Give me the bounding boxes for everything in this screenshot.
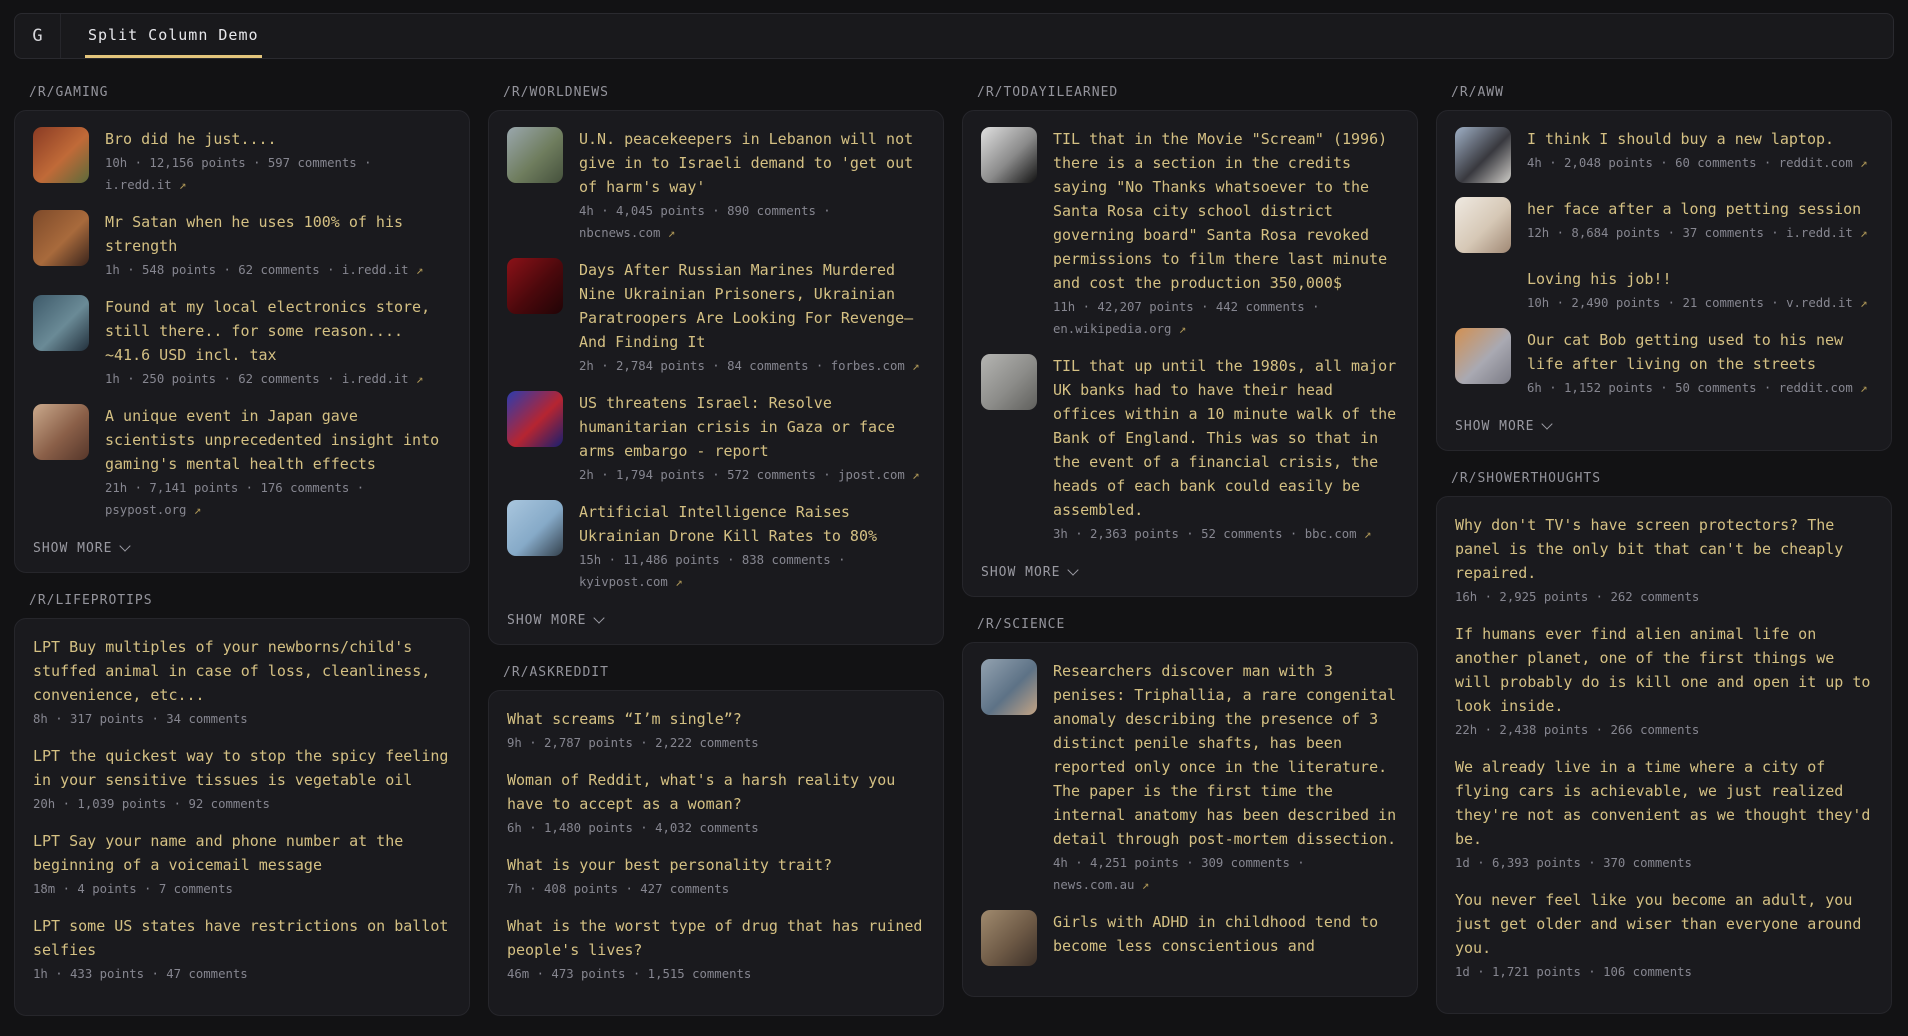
post-meta [1527,377,1873,399]
post-body [1455,622,1873,741]
post[interactable] [1455,127,1873,183]
post-title[interactable]: You never feel like you become an adult, you just get older and wiser than everyone around you. [1455,891,1862,957]
post-meta [105,368,451,390]
column-2 [488,85,944,1036]
post-body [105,404,451,521]
post-title[interactable]: Bro did he just.... [105,130,277,148]
post-meta-text: 4h · 4,045 points · 890 comments · [579,204,831,218]
post[interactable] [1455,755,1873,874]
app-logo[interactable]: G [15,14,61,58]
external-link-icon: ↗ [1860,381,1868,395]
post-meta-text: 15h · 11,486 points · 838 comments · [579,553,846,567]
post-meta-text: 18m · 4 points · 7 comments [33,882,233,896]
post-title[interactable]: Our cat Bob getting used to his new life after living on the streets [1527,331,1844,373]
external-link-icon: ↗ [193,503,202,517]
post-link[interactable]: reddit.com ↗ [1778,381,1868,395]
post-meta-text: 6h · 1,480 points · 4,032 comments [507,821,759,835]
show-more-label: SHOW MORE [981,565,1061,580]
scream-face-thumbnail[interactable] [981,127,1037,183]
tab-label: Split Column Demo [88,25,259,44]
post-meta [507,732,925,754]
subreddit-header-r-todayilearned: /R/TODAYILEARNED [977,85,1119,100]
section-r-lifeprotips [14,593,470,1016]
card-r-todayilearned [962,110,1418,597]
external-link-icon: ↗ [675,575,683,589]
post-title[interactable]: U.N. peacekeepers in Lebanon will not give in to Israeli demand to 'get out of harm's way' [579,130,914,196]
card-r-gaming [14,110,470,573]
post-title[interactable]: What is the worst type of drug that has ruined people's lives? [507,917,923,959]
post[interactable] [33,635,451,730]
post-meta [33,793,451,815]
breaking-news-thumbnail[interactable] [507,391,563,447]
post[interactable] [507,853,925,900]
post-body [1455,755,1873,874]
external-link-icon: ↗ [912,359,920,373]
post-title[interactable]: Loving his job!! [1527,270,1672,288]
post-meta-text: 46m · 473 points · 1,515 comments [507,967,752,981]
post-meta [33,878,451,900]
post[interactable] [33,914,451,985]
post-meta [33,708,451,730]
section-r-askreddit [488,665,944,1016]
post-meta-text: 2h · 1,794 points · 572 comments · [579,468,839,482]
post-meta [1527,222,1873,244]
post-meta [1053,852,1399,896]
post-meta [1053,523,1399,545]
post-meta [507,817,925,839]
post-body [507,914,925,985]
mr-satan-thumbnail[interactable] [33,210,89,266]
post-meta-text: 7h · 408 points · 427 comments [507,882,730,896]
post-body [1053,354,1399,545]
external-link-icon: ↗ [667,226,676,240]
post-body [1053,659,1399,896]
post[interactable] [507,707,925,754]
post-title[interactable]: We already live in a time where a city of flying cars is achievable, we just realized they're not as convenient as we thought they'd be. [1455,758,1871,848]
post-meta [507,963,925,985]
section-r-aww [1436,85,1892,451]
show-more-button[interactable] [33,541,129,556]
post[interactable] [507,258,925,377]
bank-building-thumbnail[interactable] [981,354,1037,410]
card-r-worldnews [488,110,944,645]
post-title[interactable]: Girls with ADHD in childhood tend to become less conscientious and [1053,913,1379,955]
post-link[interactable]: news.com.au ↗ [1053,878,1150,892]
post-title[interactable]: What screams “I’m single”? [507,710,742,728]
chevron-down-icon [1068,564,1079,575]
red-scene-thumbnail[interactable] [507,258,563,314]
post-meta [1527,152,1873,174]
subreddit-header-r-worldnews: /R/WORLDNEWS [503,85,609,100]
post-meta [1053,296,1399,340]
post-title[interactable]: What is your best personality trait? [507,856,833,874]
tab-split-column-demo[interactable] [85,14,262,58]
japan-couple-thumbnail[interactable] [33,404,89,460]
post-meta-text: 1d · 1,721 points · 106 comments [1455,965,1692,979]
chevron-down-icon [120,540,131,551]
post-meta-text: 20h · 1,039 points · 92 comments [33,797,270,811]
post-body [1053,127,1399,340]
external-link-icon: ↗ [179,178,187,192]
post-body [507,853,925,900]
card-r-showerthoughts [1436,496,1892,1014]
post-meta-text: 9h · 2,787 points · 2,222 comments [507,736,759,750]
post-meta-text: 10h · 2,490 points · 21 comments · [1527,296,1787,310]
external-link-icon: ↗ [1141,878,1150,892]
post-body [1527,197,1873,253]
post-link[interactable]: i.redd.it ↗ [341,263,424,277]
show-more-button[interactable] [981,565,1077,580]
external-link-icon: ↗ [1363,527,1372,541]
chevron-down-icon [594,612,605,623]
post[interactable] [1455,267,1873,314]
orange-cat-thumbnail[interactable] [1455,328,1511,384]
post-body [1053,910,1399,966]
show-more-label: SHOW MORE [507,613,587,628]
post-meta [507,878,925,900]
electronics-store-thumbnail[interactable] [33,295,89,351]
post-title[interactable]: Why don't TV's have screen protectors? The panel is the only bit that can't be cheaply repaired. [1455,516,1844,582]
post-title[interactable]: LPT some US states have restrictions on ballot selfies [33,917,449,959]
post[interactable] [981,910,1399,966]
subreddit-header-r-showerthoughts: /R/SHOWERTHOUGHTS [1451,471,1602,486]
post[interactable] [981,127,1399,340]
post[interactable] [1455,513,1873,608]
post-meta-text: 1h · 250 points · 62 comments · [105,372,342,386]
post-meta-text: 21h · 7,141 points · 176 comments · [105,481,365,495]
drone-thumbnail[interactable] [507,500,563,556]
denim-hands-thumbnail[interactable] [981,659,1037,715]
post-meta [579,464,925,486]
post-body [1455,888,1873,983]
post-meta [1527,292,1873,314]
external-link-icon: ↗ [415,263,424,277]
post-body [33,744,451,815]
post-meta-text: 16h · 2,925 points · 262 comments [1455,590,1700,604]
chevron-down-icon [1542,418,1553,429]
show-more-label: SHOW MORE [33,541,113,556]
external-link-icon: ↗ [1860,156,1868,170]
post-link[interactable]: kyivpost.com ↗ [579,575,683,589]
gaming-cartoon-thumbnail[interactable] [33,127,89,183]
post-title[interactable]: LPT Buy multiples of your newborns/child's stuffed animal in case of loss, cleanliness, convenience, etc... [33,638,431,704]
show-more-label: SHOW MORE [1455,419,1535,434]
post-body [33,914,451,985]
post-body [33,635,451,730]
post-body [1455,513,1873,608]
post-body [507,707,925,754]
post-body [1527,328,1873,399]
section-r-todayilearned [962,85,1418,597]
post[interactable] [33,744,451,815]
post-title[interactable]: Found at my local electronics store, still there.. for some reason.... ~41.6 USD incl. tax [105,298,431,364]
app-header [14,13,1894,59]
post[interactable] [1455,622,1873,741]
post-link[interactable]: i.redd.it ↗ [105,178,187,192]
post[interactable] [507,768,925,839]
post-meta-text: 1h · 548 points · 62 comments · [105,263,342,277]
post-link[interactable]: en.wikipedia.org ↗ [1053,322,1187,336]
post-body [579,258,925,377]
post-meta-text: 11h · 42,207 points · 442 comments · [1053,300,1320,314]
post-body [579,127,925,244]
white-dog-thumbnail[interactable] [1455,197,1511,253]
show-more-button[interactable] [507,613,603,628]
post-meta [579,549,925,593]
section-r-gaming [14,85,470,573]
post-body [579,500,925,593]
post[interactable] [33,404,451,521]
post-meta [105,152,451,196]
external-link-icon: ↗ [1860,296,1868,310]
card-r-askreddit [488,690,944,1016]
external-link-icon: ↗ [1178,322,1187,336]
post-body [579,391,925,486]
post-link[interactable]: forbes.com ↗ [830,359,920,373]
external-link-icon: ↗ [912,468,920,482]
post-title[interactable]: Days After Russian Marines Murdered Nine Ukrainian Prisoners, Ukrainian Paratroopers Are Looking For Revenge— And Finding It [579,261,914,351]
post-link[interactable]: reddit.com ↗ [1778,156,1868,170]
post-meta-text: 2h · 2,784 points · 84 comments · [579,359,831,373]
post[interactable] [33,295,451,390]
post-title[interactable]: Researchers discover man with 3 penises: Triphallia, a rare congenital anomaly describing the presence of 3 distinct penile shafts, has been reported only once in the literature. The paper is the first time the internal anatomy has been described in detail through post-mortem dissection. [1053,662,1397,848]
post[interactable] [507,914,925,985]
post-meta [1455,852,1873,874]
post-body [507,768,925,839]
column-4 [1436,85,1892,1036]
post-meta-text: 1d · 6,393 points · 370 comments [1455,856,1692,870]
post-title[interactable]: US threatens Israel: Resolve humanitarian crisis in Gaza or face arms embargo - report [579,394,896,460]
column-3 [962,85,1418,1036]
post-meta [579,355,925,377]
post[interactable] [507,391,925,486]
post-meta-text: 10h · 12,156 points · 597 comments · [105,156,372,170]
post-title[interactable]: her face after a long petting session [1527,200,1862,218]
post-meta-text: 8h · 317 points · 34 comments [33,712,248,726]
post-title[interactable]: LPT Say your name and phone number at the beginning of a voicemail message [33,832,404,874]
post-title[interactable]: I think I should buy a new laptop. [1527,130,1835,148]
adhd-study-thumbnail[interactable] [981,910,1037,966]
post-meta [1455,719,1873,741]
post-link[interactable]: i.redd.it ↗ [1786,226,1868,240]
post-link[interactable]: v.redd.it ↗ [1786,296,1868,310]
post-meta-text: 4h · 2,048 points · 60 comments · [1527,156,1779,170]
post-link[interactable]: jpost.com ↗ [838,468,920,482]
section-r-showerthoughts [1436,471,1892,1014]
post[interactable] [507,127,925,244]
post[interactable] [507,500,925,593]
post-meta-text: 3h · 2,363 points · 52 comments · [1053,527,1305,541]
card-r-aww [1436,110,1892,451]
section-r-science [962,617,1418,997]
post-meta-text: 12h · 8,684 points · 37 comments · [1527,226,1787,240]
post[interactable] [1455,888,1873,983]
columns-container [14,85,1894,1036]
post[interactable] [1455,328,1873,399]
post[interactable] [981,659,1399,896]
column-1 [14,85,470,1036]
post-title[interactable]: LPT the quickest way to stop the spicy feeling in your sensitive tissues is vegetable oil [33,747,449,789]
post[interactable] [33,829,451,900]
post-body [1527,267,1873,314]
post[interactable] [1455,197,1873,253]
post-title[interactable]: Artificial Intelligence Raises Ukrainian Drone Kill Rates to 80% [579,503,878,545]
post-title[interactable]: TIL that up until the 1980s, all major UK banks had to have their head offices within a 10 minute walk of the Bank of England. This was so that in the event of a financial crisis, the heads of each bank could easily be assembled. [1053,357,1397,519]
post-body [105,210,451,281]
post-meta [1455,586,1873,608]
post-meta-text: 6h · 1,152 points · 50 comments · [1527,381,1779,395]
post-title[interactable]: Mr Satan when he uses 100% of his strength [105,213,404,255]
subreddit-header-r-aww: /R/AWW [1451,85,1504,100]
post-body [33,829,451,900]
post-meta [1455,961,1873,983]
post[interactable] [981,354,1399,545]
post-link[interactable]: i.redd.it ↗ [341,372,424,386]
post-meta-text: 22h · 2,438 points · 266 comments [1455,723,1700,737]
card-r-science [962,642,1418,997]
post-title[interactable]: If humans ever find alien animal life on another planet, one of the first things we will probably do is kill one and open it up to look inside. [1455,625,1871,715]
peacekeepers-thumbnail[interactable] [507,127,563,183]
section-r-worldnews [488,85,944,645]
external-link-icon: ↗ [1860,226,1868,240]
post-body [105,295,451,390]
post-meta-text: 4h · 4,251 points · 309 comments · [1053,856,1305,870]
post-meta [105,259,451,281]
cat-laptop-thumbnail[interactable] [1455,127,1511,183]
post[interactable] [33,210,451,281]
show-more-button[interactable] [1455,419,1551,434]
post-title[interactable]: TIL that in the Movie "Scream" (1996) there is a section in the credits saying "No Thanks whatsoever to the Santa Rosa city school district governing board" Santa Rosa revoked permissions to film there last minute and cost the production 350,000$ [1053,130,1388,292]
post-meta [33,963,451,985]
post-link[interactable]: nbcnews.com ↗ [579,226,676,240]
post-meta-text: 1h · 433 points · 47 comments [33,967,248,981]
subreddit-header-r-gaming: /R/GAMING [29,85,109,100]
post-meta [105,477,451,521]
post-link[interactable]: bbc.com ↗ [1304,527,1372,541]
external-link-icon: ↗ [415,372,424,386]
subreddit-header-r-lifeprotips: /R/LIFEPROTIPS [29,593,153,608]
post-title[interactable]: Woman of Reddit, what's a harsh reality you have to accept as a woman? [507,771,896,813]
subreddit-header-r-science: /R/SCIENCE [977,617,1066,632]
post-body [105,127,451,196]
subreddit-header-r-askreddit: /R/ASKREDDIT [503,665,609,680]
post-title[interactable]: A unique event in Japan gave scientists unprecedented insight into gaming's mental health effects [105,407,440,473]
card-r-lifeprotips [14,618,470,1016]
post[interactable] [33,127,451,196]
post-meta [579,200,925,244]
post-body [1527,127,1873,183]
post-link[interactable]: psypost.org ↗ [105,503,202,517]
